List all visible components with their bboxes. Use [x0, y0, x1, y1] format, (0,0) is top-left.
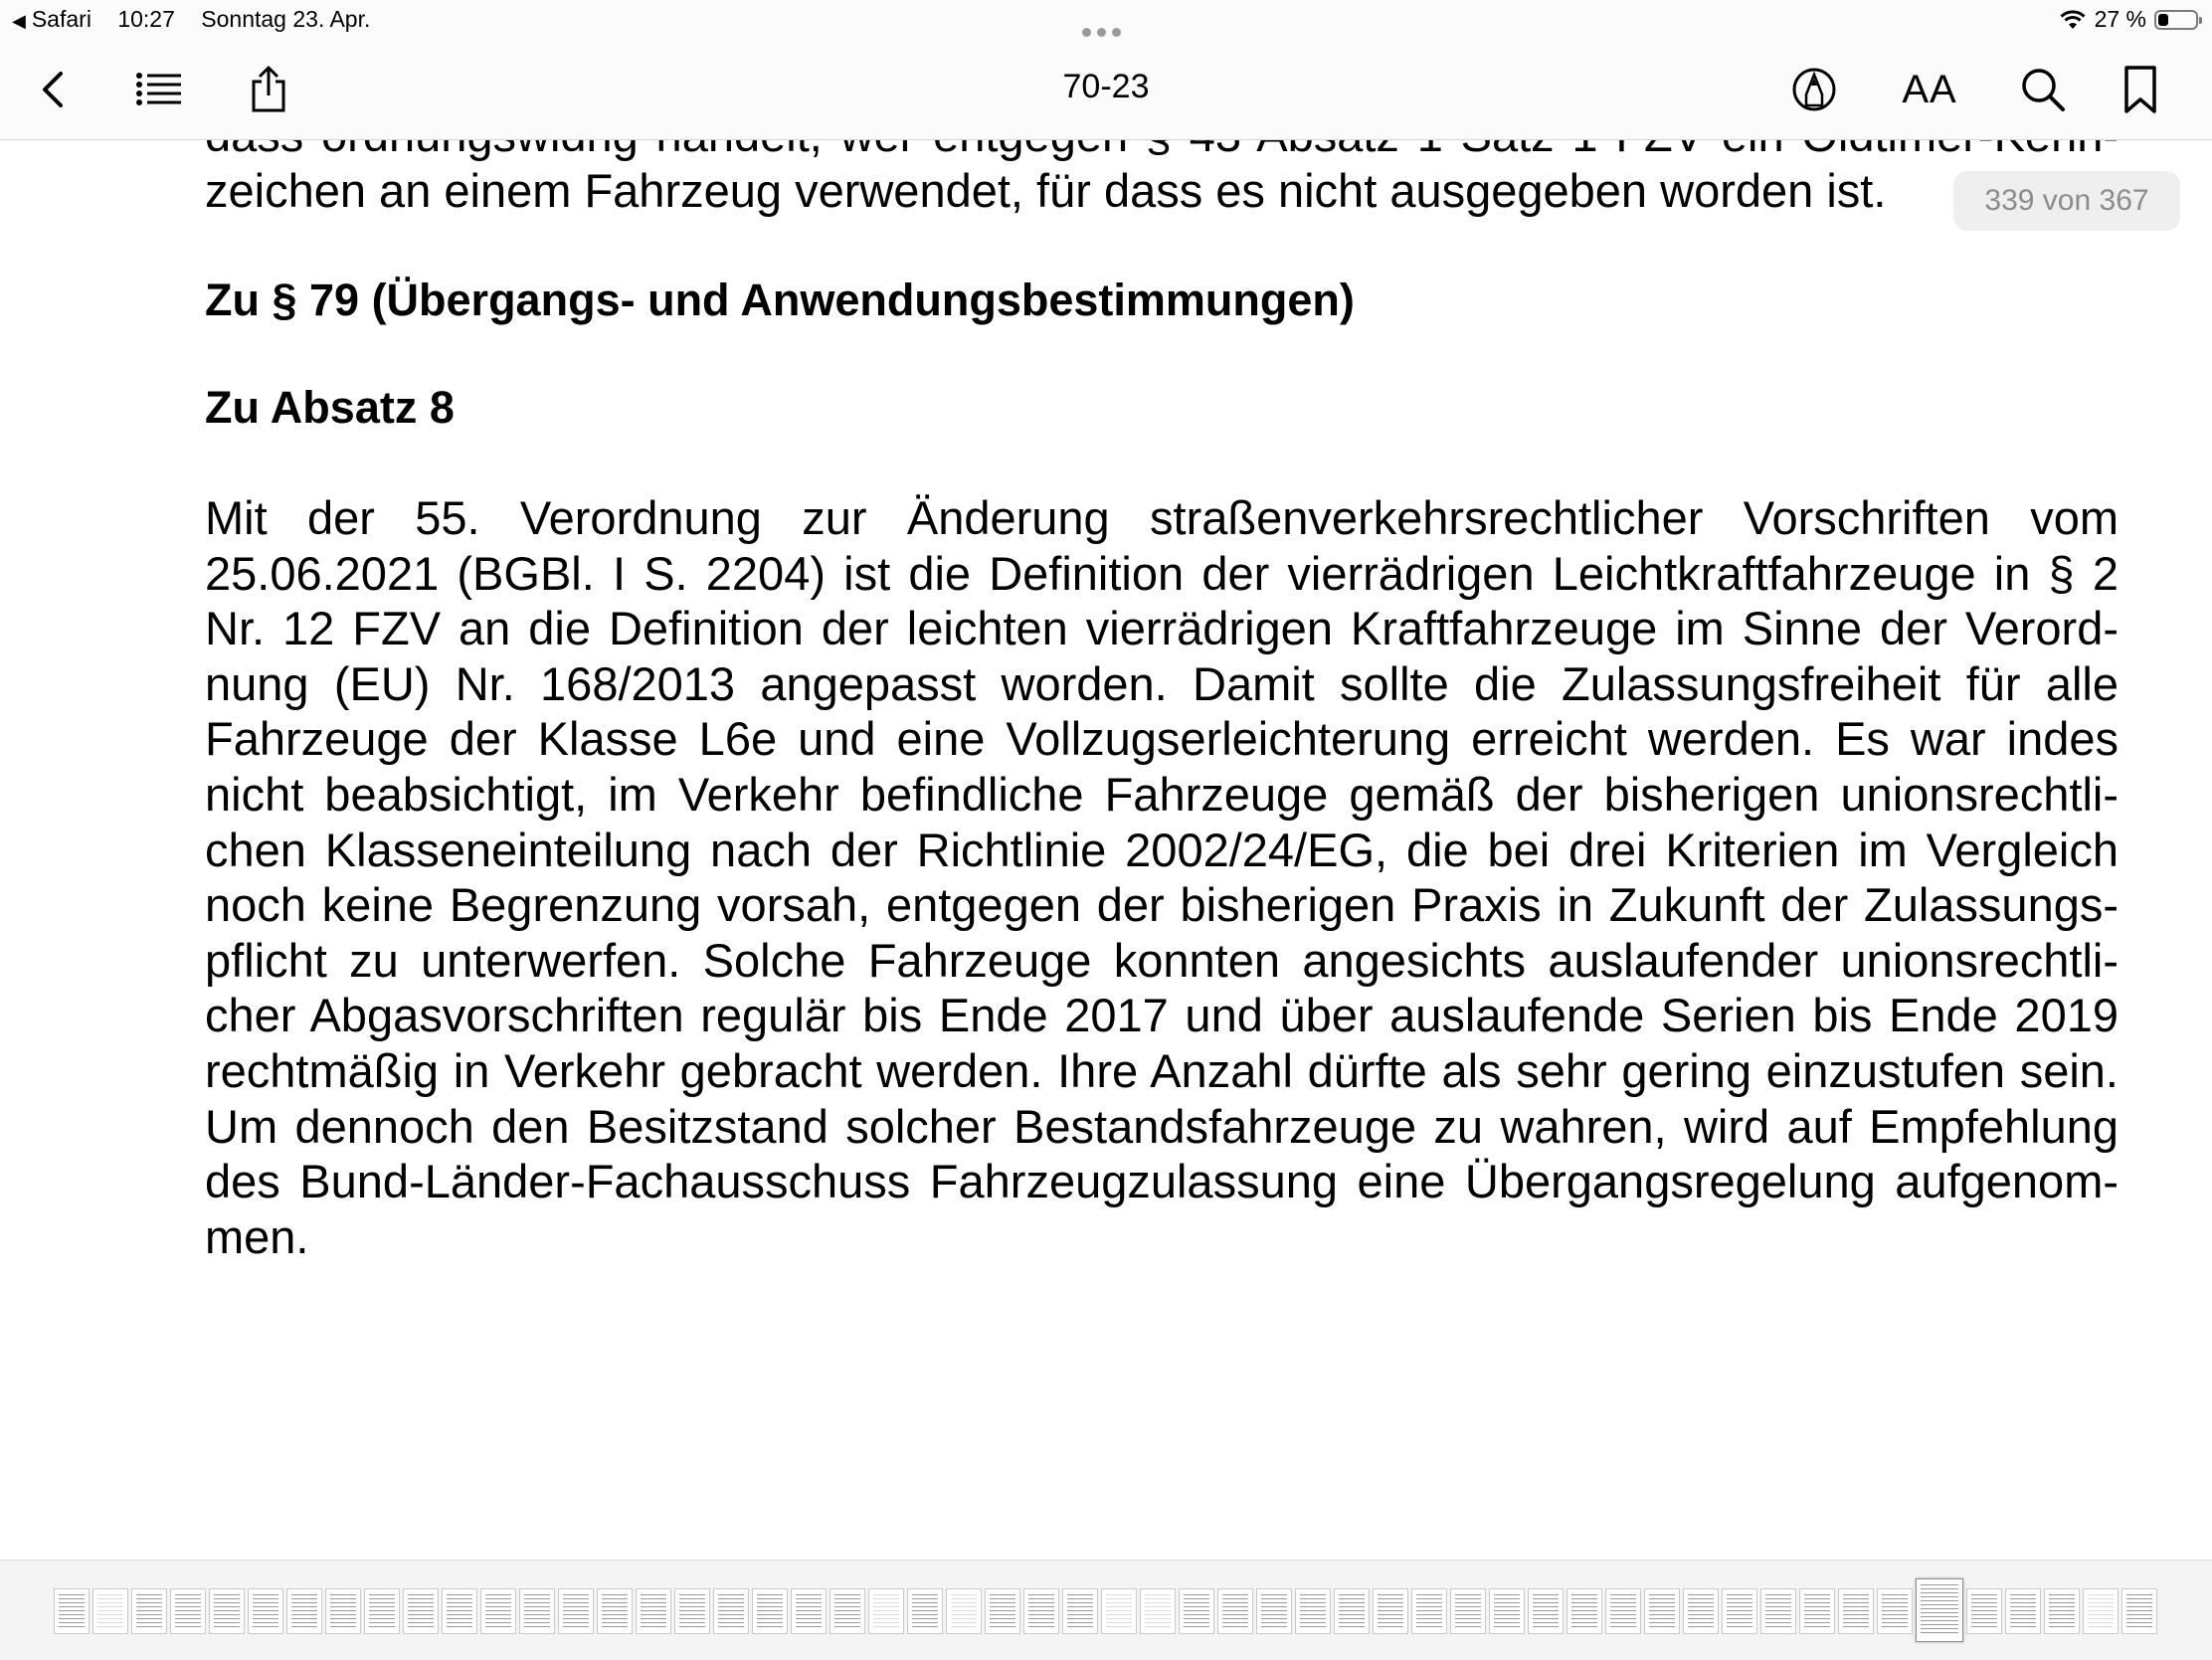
page-thumbnail[interactable]: [868, 1588, 904, 1634]
page-thumbnail[interactable]: [1450, 1588, 1486, 1634]
status-left: [12, 6, 390, 33]
markup-pen-icon[interactable]: [1786, 62, 1842, 117]
page-thumbnail[interactable]: [1373, 1588, 1408, 1634]
page-thumbnail[interactable]: [1101, 1588, 1137, 1634]
page-thumbnail[interactable]: [442, 1588, 477, 1634]
page-thumbnail[interactable]: [1966, 1588, 2002, 1634]
page-thumbnail[interactable]: [1722, 1588, 1757, 1634]
page-thumbnail[interactable]: [674, 1588, 710, 1634]
paragraph-line: chen Klasseneinteilung nach der Richtlinie 2002/24/EG, die bei drei Kriterien im Vergleich: [205, 823, 2119, 876]
page-thumbnail[interactable]: [131, 1588, 167, 1634]
page-thumbnail[interactable]: [209, 1588, 245, 1634]
text-size-label: AA: [1902, 67, 1957, 111]
page-thumbnail[interactable]: [1217, 1588, 1253, 1634]
paragraph-line: nicht beabsichtigt, im Verkehr befindliche Fahrzeuge gemäß der bisherigen unionsrechtli-: [205, 767, 2119, 821]
page-thumbnail[interactable]: [1062, 1588, 1098, 1634]
page-thumbnail[interactable]: [830, 1588, 865, 1634]
paragraph-line: des Bund-Länder-Fachausschuss Fahrzeugzulassung eine Übergangsregelung aufgenom-: [205, 1155, 2119, 1208]
page-thumbnail[interactable]: [248, 1588, 283, 1634]
page-thumbnail[interactable]: [2044, 1588, 2080, 1634]
page-thumbnail[interactable]: [92, 1588, 128, 1634]
page-thumbnail[interactable]: [519, 1588, 555, 1634]
paragraph-line: noch keine Begrenzung vorsah, entgegen der bisherigen Praxis in Zukunft der Zulassungs-: [205, 878, 2119, 932]
page-thumbnail[interactable]: [170, 1588, 206, 1634]
paragraph-line: Fahrzeuge der Klasse L6e und eine Vollzugserleichterung erreicht werden. Es war indes: [205, 712, 2119, 766]
page-thumbnail[interactable]: [752, 1588, 788, 1634]
page-thumbnail[interactable]: [1256, 1588, 1292, 1634]
paragraph-line: Mit der 55. Verordnung zur Änderung straßenverkehrsrechtlicher Vorschriften vom: [205, 491, 2119, 544]
page-thumbnail[interactable]: [791, 1588, 827, 1634]
page-thumbnail[interactable]: [597, 1588, 633, 1634]
status-time: 10:27: [117, 6, 175, 32]
page-thumbnail[interactable]: [985, 1588, 1020, 1634]
subsection-heading: Zu Absatz 8: [205, 382, 455, 433]
text-size-icon[interactable]: [1902, 62, 1957, 117]
page-thumbnail[interactable]: [325, 1588, 361, 1634]
wifi-icon: [2059, 9, 2087, 31]
paragraph-line: rechtmäßig in Verkehr gebracht werden. Ihre Anzahl dürfte als sehr gering einzustufen sein.: [205, 1043, 2119, 1097]
document-title: 70-23: [1062, 68, 1150, 105]
search-icon[interactable]: [2015, 62, 2071, 117]
paragraph-line: Um dennoch den Besitzstand solcher Bestandsfahrzeuge zu wahren, wird auf Empfehlung: [205, 1099, 2119, 1153]
page-thumbnail[interactable]: [1838, 1588, 1874, 1634]
page-thumbnail[interactable]: [2121, 1588, 2157, 1634]
status-bar: [0, 0, 2212, 40]
page-thumbnail[interactable]: [1760, 1588, 1796, 1634]
paragraph-line: pflicht zu unterwerfen. Solche Fahrzeuge konnten angesichts auslaufender unionsrechtli-: [205, 933, 2119, 987]
thumbnail-list: [54, 1588, 2157, 1642]
paragraph-line: nung (EU) Nr. 168/2013 angepasst worden. Damit sollte die Zulassungsfreiheit für alle: [205, 656, 2119, 710]
battery-icon: [2154, 10, 2198, 30]
body-paragraph: [205, 490, 2119, 1264]
carryover-line-2: zeichen an einem Fahrzeug verwendet, für dass es nicht ausgegeben worden ist.: [205, 163, 1887, 217]
page-thumbnail[interactable]: [1877, 1588, 1913, 1634]
page-indicator: 339 von 367: [1953, 171, 2180, 231]
status-right: [2059, 6, 2198, 33]
multitasking-dots-icon[interactable]: [1082, 16, 1127, 43]
page-thumbnail[interactable]: [1605, 1588, 1641, 1634]
back-to-app-icon[interactable]: ◀: [12, 11, 26, 31]
page-thumbnail[interactable]: [1644, 1588, 1680, 1634]
page-thumbnail[interactable]: [54, 1588, 90, 1634]
page-thumbnail[interactable]: [1567, 1588, 1602, 1634]
paragraph-line: Nr. 12 FZV an die Definition der leichten vierrädrigen Kraftfahrzeuge im Sinne der Verord-: [205, 602, 2119, 655]
page-thumbnail[interactable]: [1295, 1588, 1331, 1634]
page-thumbnail[interactable]: [1334, 1588, 1370, 1634]
page-thumbnail[interactable]: [558, 1588, 594, 1634]
page-thumbnail[interactable]: [1489, 1588, 1525, 1634]
paragraph-line: cher Abgasvorschriften regulär bis Ende 2017 und über auslaufende Serien bis Ende 2019: [205, 989, 2119, 1042]
page-thumbnail[interactable]: [364, 1588, 400, 1634]
reader-toolbar: [0, 40, 2212, 140]
page-thumbnail[interactable]: [2083, 1588, 2119, 1634]
page-thumbnail[interactable]: [713, 1588, 749, 1634]
bookmark-icon[interactable]: [2113, 62, 2168, 117]
page-thumbnail[interactable]: [1683, 1588, 1719, 1634]
page-thumbnail[interactable]: [946, 1588, 982, 1634]
page-thumbnail[interactable]: [1411, 1588, 1447, 1634]
page-thumbnail[interactable]: [403, 1588, 439, 1634]
page-thumbnail[interactable]: [1140, 1588, 1176, 1634]
page-thumbnail[interactable]: [1799, 1588, 1835, 1634]
status-date: Sonntag 23. Apr.: [201, 6, 371, 32]
page-thumbnail-strip[interactable]: [0, 1560, 2212, 1660]
page-thumbnail[interactable]: [286, 1588, 322, 1634]
battery-percent: 27 %: [2094, 6, 2146, 32]
back-to-app-label[interactable]: Safari: [31, 6, 92, 32]
page-thumbnail[interactable]: [1528, 1588, 1564, 1634]
page-thumbnail[interactable]: [636, 1588, 671, 1634]
page-thumbnail[interactable]: [907, 1588, 943, 1634]
paragraph-line: 25.06.2021 (BGBl. I S. 2204) ist die Definition der vierrädrigen Leichtkraftfahrzeuge in § 2: [205, 546, 2119, 600]
page-thumbnail[interactable]: [1179, 1588, 1214, 1634]
page-thumbnail[interactable]: [2005, 1588, 2041, 1634]
page-thumbnail[interactable]: [480, 1588, 516, 1634]
current-page-thumbnail[interactable]: [1916, 1578, 1963, 1642]
page-thumbnail[interactable]: [1023, 1588, 1059, 1634]
paragraph-line: men.: [205, 1209, 309, 1263]
section-heading: Zu § 79 (Übergangs- und Anwendungsbestimmungen): [205, 275, 1355, 325]
